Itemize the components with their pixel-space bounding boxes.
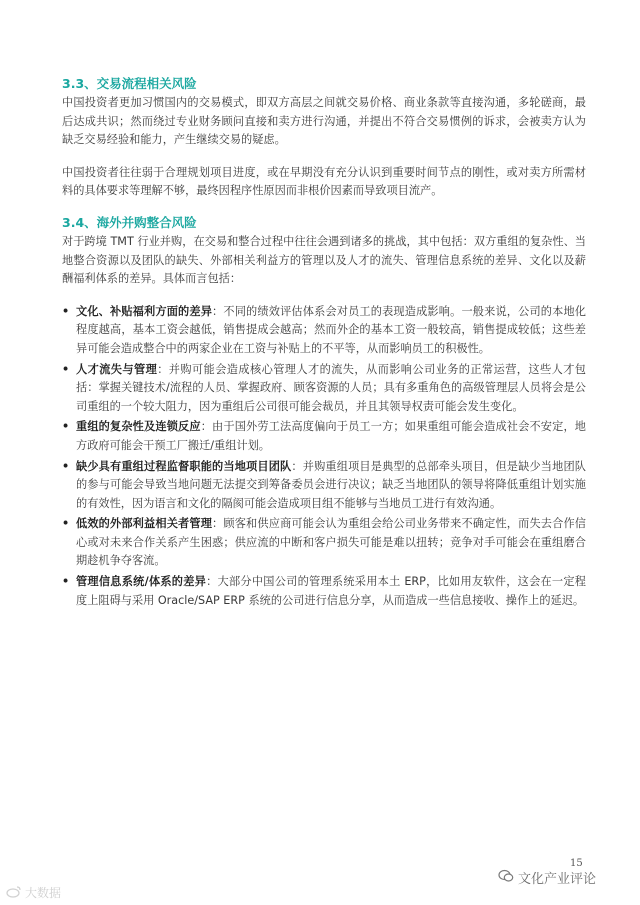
watermark-right: [498, 868, 596, 887]
list-item-text: ：并购重组项目是典型的总部牵头项目，但是缺少当地团队的参与可能会导致当地问题无法提交到筹备委员会进行决议；缺乏当地团队的领导将降低重组计划实施的有效性，因为语言和文化的隔阂可能会造成项目组不能够与当地员工进行有效沟通。: [76, 459, 586, 510]
list-item-heading: 文化、补贴福利方面的差异: [76, 304, 213, 318]
weibo-icon: [6, 885, 22, 901]
section-title-3-3: 3.3、交易流程相关风险: [62, 76, 197, 91]
list-item-text: ：并购可能会造成核心管理人才的流失，从而影响公司业务的正常运营，这些人才包括：掌握关键技术/流程的人员、掌握政府、顾客资源的人员；具有多重角色的高级管理层人员将会是公司重组的一个较大阻力，因为重组后公司很可能会裁员，并且其领导权责可能会发生变化。: [76, 362, 586, 413]
watermark-left-text: 大数据: [25, 886, 62, 900]
list-item: [62, 361, 586, 417]
section-3-4-intro: 对于跨境 TMT 行业并购，在交易和整合过程中往往会遇到诸多的挑战，其中包括：双方重组的复杂性、当地整合资源以及团队的缺失、外部相关利益方的管理以及人才的流失、管理信息系统的差异、文化以及薪酬福利体系的差异。具体而言包括：: [62, 234, 586, 286]
page-number: 15: [570, 858, 583, 869]
list-item-text: ：由于国外劳工法高度偏向于员工一方；如果重组可能会造成社会不安定，地方政府可能会干预工厂搬迁/重组计划。: [76, 420, 586, 452]
list-item-heading: 人才流失与管理: [76, 362, 158, 376]
list-item-heading: 重组的复杂性及连锁反应: [76, 420, 201, 434]
list-item-text: ：大部分中国公司的管理系统采用本土 ERP，比如用友软件，这会在一定程度上阻碍与采用 Oracle/SAP ERP 系统的公司进行信息分享，从而造成一些信息接收、操作上的延迟。: [76, 575, 586, 607]
list-item: [62, 515, 586, 571]
list-item-heading: 低效的外部利益相关者管理: [76, 517, 213, 531]
list-item-text: ：顾客和供应商可能会认为重组会给公司业务带来不确定性，而失去合作信心或对未来合作关系产生困惑；供应流的中断和客户损失可能是难以扭转；竞争对手可能会在重组磨合期趁机争夺客流。: [76, 517, 586, 568]
bullet-icon: •: [62, 420, 70, 434]
section-3-3-paragraph-1: 中国投资者更加习惯国内的交易模式，即双方高层之间就交易价格、商业条款等直接沟通，多轮磋商，最后达成共识；然而绕过专业财务顾问直接和卖方进行沟通，并提出不符合交易惯例的诉求，会被卖方认为缺乏交易经验和能力，产生继续交易的疑虑。: [62, 96, 586, 147]
list-item: [62, 573, 586, 610]
bullet-icon: •: [62, 459, 70, 473]
list-item: [62, 418, 586, 455]
bullet-icon: •: [62, 575, 70, 589]
list-item: [62, 458, 586, 514]
watermark-left: [6, 884, 61, 901]
watermark-right-text: 文化产业评论: [518, 872, 597, 887]
bullet-icon: •: [62, 304, 70, 318]
section-3-3-paragraph-2: 中国投资者往往弱于合理规划项目进度，或在早期没有充分认识到重要时间节点的刚性，或对卖方所需材料的具体要求等理解不够，最终因程序性原因而非根价因素而导致项目流产。: [62, 165, 586, 198]
wechat-bubble-icon: [498, 869, 514, 887]
bullet-icon: •: [62, 362, 70, 376]
section-title-3-4: 3.4、海外并购整合风险: [62, 214, 197, 230]
bullet-icon: •: [62, 517, 70, 531]
list-item-heading: 缺少具有重组过程监督职能的当地项目团队: [76, 459, 292, 473]
document-body: [62, 76, 586, 612]
integration-risk-list: [62, 303, 586, 611]
list-item: [62, 303, 586, 359]
list-item-heading: 管理信息系统/体系的差异: [76, 575, 207, 589]
list-item-text: ：不同的绩效评估体系会对员工的表现造成影响。一般来说，公司的本地化程度越高，基本工资会越低，销售提成会越高；然而外企的基本工资一般较高，销售提成较低；这些差异可能会造成整合中的两家企业在工资与补贴上的不平等，从而影响员工的积极性。: [76, 304, 586, 355]
